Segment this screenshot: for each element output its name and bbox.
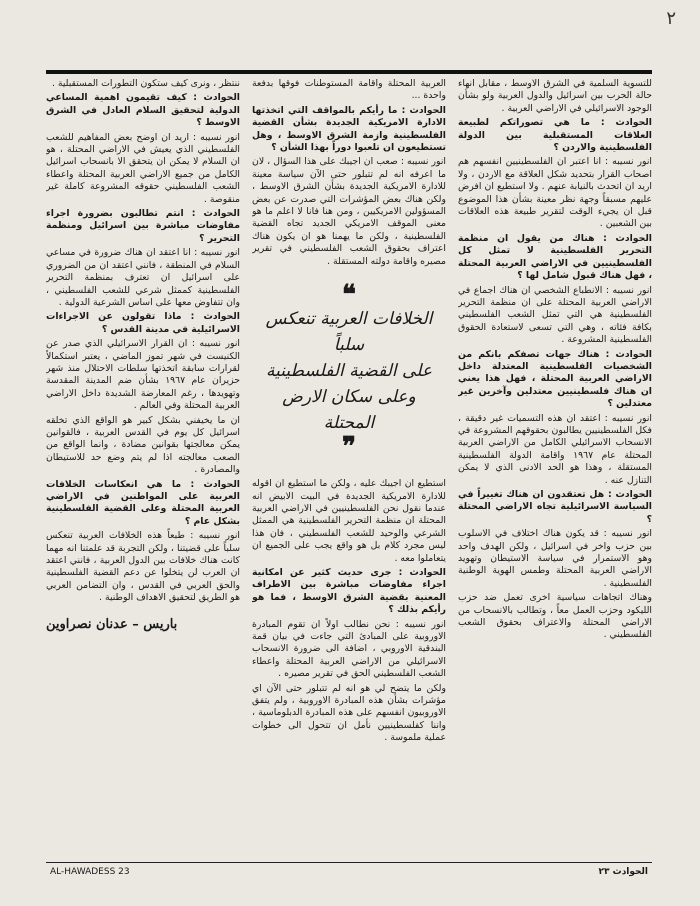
author-signature: باريس – عدنان نصراوين [46, 616, 178, 632]
answer: استطيع ان اجيبك عليه ، ولكن ما استطيع ان اقوله للادارة الامريكية الجديدة في البيت الابيض انه عندما نقول نحن الفلسطينيين في الاراضي العربية المحتلة ان منظمة التحرير الفلسطينية هي الممثل الشرعي والوحيد للشعب الفلسطيني ، فان هذا ليس مجرد كلام بل هو واقع يجب على الجميع ان يتعاملوا معه . [252, 478, 446, 564]
quote-close-icon: ❞ [342, 432, 356, 463]
answer: انور نسيبه : طبعاً هذه الخلافات العربية تنعكس سلباً على قضيتنا ، ولكن التجربة قد علمتنا انه مهما كانت هناك خلافات بين الدول العربية ، فانني اعتقد ان العرب لن يتخلوا عن دعم القضية الفلسطينية والحق العربي في القدس ، وان التضامن العربي هو الطريق لتحقيق الاهداف الوطنية . [46, 530, 240, 604]
pull-quote-line: وعلى سكان الارض المحتلة [282, 387, 416, 434]
column-middle [252, 78, 446, 858]
answer: انور نسيبه : صعب ان اجيبك على هذا السؤال ، لان ما اعرفه انه لم تتبلور حتى الآن سياسة معينة للادارة الامريكية الجديدة بشأن الشرق الاوسط ، ولكن هناك بعض المؤشرات التي صدرت عن بعض المسؤولين الامريكيين ، ومن هنا فانا لا اعلم ما هو معنى الموقف الامريكي الجديد تجاه القضية الفلسطينية ، ولكن ما يهمنا هو ان يكون هناك اعتراف بحقوق الشعب الفلسطيني في تقرير مصيره واقامة دولته المستقلة . [252, 156, 446, 267]
answer: انور نسيبه : قد يكون هناك اختلاف في الاسلوب بين حزب واخر في اسرائيل ، ولكن الهدف واحد وهو الاستمرار في سياسة الاستيطان وتهويد الاراضي العربية المحتلة وطمس الهوية الوطنية الفلسطينية . [458, 528, 652, 589]
page-footer [46, 862, 652, 879]
question: الحوادث : كيف تقيمون اهمية المساعي الدولية لتحقيق السلام العادل في الشرق الاوسط ؟ [46, 92, 240, 129]
question: الحوادث : هناك من يقول ان منظمة التحرير الفلسطينية لا تمثل كل الفلسطينيين في الاراضي العربية المحتلة ، فهل هناك قبول شامل لها ؟ [458, 232, 652, 282]
paragraph: ننتظر ، ونرى كيف ستكون التطورات المستقبلية . [51, 78, 240, 89]
answer: انور نسيبه : اعتقد ان هذه التسميات غير دقيقة ، فكل الفلسطينيين يطالبون بحقوقهم المشروعة في الانسحاب الاسرائيلي الكامل من الاراضي العربية المحتلة عام ١٩٦٧ واقامة الدولة الفلسطينية المستقلة ، وهذا هو الحد الادنى الذي لا يمكن التنازل عنه . [458, 412, 652, 486]
column-right [458, 78, 652, 858]
footer-magazine-name: AL-HAWADESS 23 [50, 867, 130, 877]
question: الحوادث : ما رأيكم بالمواقف التي اتخذتها الادارة الامريكية الجديدة بشأن القضية الفلسطينية وازمة الشرق الاوسط ، وهل تستطيعون ان تلعبوا دوراً بهذا الشأن ؟ [252, 104, 446, 154]
pull-quote [260, 280, 438, 463]
question: الحوادث : انتم تطالبون بضرورة اجراء مفاوضات مباشرة بين اسرائيل ومنظمة التحرير ؟ [46, 208, 240, 244]
column-left [46, 78, 240, 858]
paragraph: ولكن ما يتضح لي هو انه لم تتبلور حتى الآن اي مؤشرات بشأن هذه المبادرة الاوروبية ، ولم يتفق الاوروبيون انفسهم على هذه المبادرة الدبلوماسية ، واننا كفلسطينيين نأمل ان تتحول الى خطوات عملية ملموسة . [252, 682, 446, 744]
question: الحوادث : ما هي انعكاسات الخلافات العربية على المواطنين في الاراضي العربية المحتلة وعلى القضية الفلسطينية بشكل عام ؟ [46, 478, 240, 527]
pull-quote-line: على القضية الفلسطينية [266, 361, 432, 382]
paragraph: ان ما يخيفني بشكل كبير هو الواقع الذي تخلقه اسرائيل كل يوم في القدس العربية ، فالقوانين يمكن معالجتها بقوانين مضادة ، وانما الواقع من الصعب معالجته اذا لم يتم وضع حد للاستيطان والمصادرة . [46, 414, 240, 476]
paragraph: للتسوية السلمية في الشرق الاوسط ، مقابل انهاء حالة الحرب بين اسرائيل والدول العربية ولو بشأن الوجود الاسرائيلي في الاراضي العربية . [458, 78, 652, 114]
answer: انور نسيبه : انا اعتقد ان هناك ضرورة في مساعي السلام في المنطقة ، فانني اعتقد ان من الضروري على اسرائيل ان تعترف بمنظمة التحرير الفلسطينية كممثل شرعي للشعب الفلسطيني ، وان تتفاوض معها على اساس الشرعية الدولية . [46, 247, 240, 308]
paragraph: وهناك اتجاهات سياسية اخرى تعمل ضد حزب الليكود وحزب العمل معاً ، وتطالب بالانسحاب من الاراضي المحتلة والاعتراف بحقوق الشعب الفلسطيني . [458, 592, 652, 641]
paragraph: العربية المحتلة واقامة المستوطنات فوقها بدفعة واحدة ... [252, 78, 446, 102]
footer-page-number: الحوادث ٢٣ [598, 867, 648, 877]
answer: انور نسيبه : ان القرار الاسرائيلي الذي صدر عن الكنيست في شهر تموز الماضي ، يعتبر استكمالاً لقرارات سابقة اتخذتها سلطات الاحتلال منذ شهر حزيران عام ١٩٦٧ بشأن ضم المدينة المقدسة وتهويدها ، رغم المعارضة الشديدة داخل الاراضي العربية المحتلة وفي العالم . [46, 338, 240, 412]
question: الحوادث : ماذا تقولون عن الاجراءات الاسرائيلية في مدينة القدس ؟ [46, 311, 240, 335]
answer: انور نسيبه : انا اعتبر ان الفلسطينيين انفسهم هم اصحاب القرار بتحديد شكل العلاقة مع الاردن ، ولا اريد ان اتحدث بالنيابة عنهم . ولا استطيع ان افرض عليهم مسبقاً وجهة نظر معينة بشأن هذا الموضوع قبل ان يجيء الوقت لتقرير طبيعة هذه العلاقات بين الشعبين . [458, 156, 652, 230]
quote-open-icon: ❝ [342, 280, 356, 311]
corner-glyph: ٢ [666, 8, 676, 29]
question: الحوادث : هناك جهات تصفكم بانكم من الشخصيات الفلسطينية المعتدلة داخل الاراضي العربية المحتلة ، فهل هذا يعني ان هناك فلسطينيين معتدلين وآخرين غير معتدلين ؟ [458, 348, 652, 410]
header-rule [46, 70, 652, 74]
answer: انور نسيبه : الانطباع الشخصي ان هناك اجماع في الاراضي العربية المحتلة على ان منظمة التحرير الفلسطينية هي التي تمثل الشعب الفلسطيني بكافة فئاته ، وهي التي تسعى لاستعادة الحقوق الفلسطينية المشروعة . [458, 284, 652, 346]
page-top-margin [18, 8, 682, 34]
question: الحوادث : ما هي تصوراتكم لطبيعة العلاقات المستقبلية بين الدولة الفلسطينية والاردن ؟ [458, 117, 652, 154]
answer: انور نسيبه : اريد ان اوضح بعض المفاهيم للشعب الفلسطيني الذي يعيش في الاراضي المحتلة ، هو ان السلام لا يمكن ان يتحقق الا بانسحاب اسرائيل الكامل من جميع الاراضي العربية المحتلة واعطاء الشعب الفلسطيني حقوقه المشروعة كاملة غير منقوصة . [46, 131, 240, 205]
article-columns [46, 78, 652, 858]
question: الحوادث : هل تعتقدون ان هناك تغييراً في السياسة الاسرائيلية تجاه الاراضي المحتلة ؟ [458, 489, 652, 525]
answer: انور نسيبه : نحن نطالب اولاً ان تقوم المبادرة الاوروبية على المبادئ التي جاءت في بيان قمة البندقية الاوروبي ، اضافة الى ضرورة الانسحاب الاسرائيلي من الاراضي العربية المحتلة واعطاء الشعب الفلسطيني الحق في تقرير مصيره . [252, 618, 446, 680]
question: الحوادث : جرى حديث كثير عن امكانية اجراء مفاوضات مباشرة بين الاطراف المعنية بقضية الشرق الاوسط ، فما هو رأيكم بذلك ؟ [252, 566, 446, 616]
pull-quote-line: الخلافات العربية تنعكس سلباً [265, 309, 433, 356]
